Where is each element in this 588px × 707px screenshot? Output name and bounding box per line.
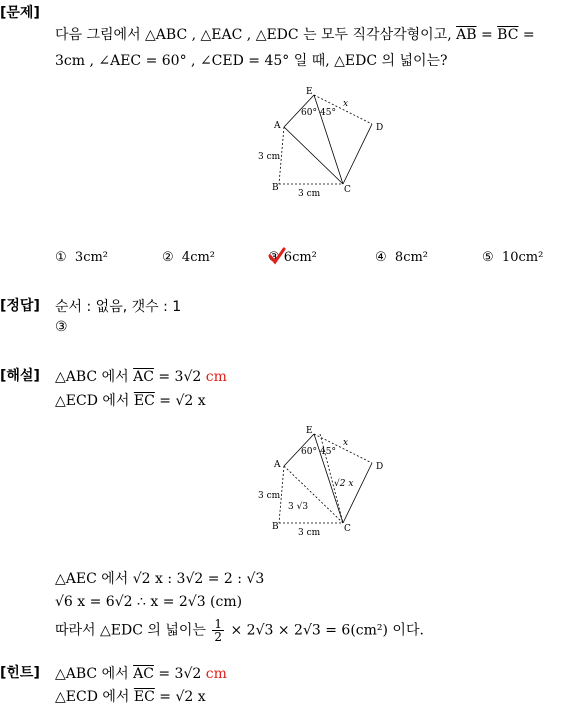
- vertex-a: A: [274, 460, 281, 470]
- problem-line-1: [55, 24, 535, 44]
- choice-1[interactable]: [55, 250, 108, 265]
- numerator: 1: [214, 617, 223, 631]
- label-side-3cm: 3 cm: [258, 152, 281, 162]
- choice-4[interactable]: [375, 250, 428, 265]
- explanation-line-5: [55, 618, 424, 643]
- vertex-b: B: [272, 522, 279, 532]
- answer-value: ③: [55, 319, 68, 335]
- edge-dc: [343, 124, 372, 184]
- angle-60: 60°: [301, 108, 317, 118]
- text: △ECD 에서: [55, 689, 134, 705]
- label-bottom-3cm: 3 cm: [298, 189, 321, 199]
- explanation-line-4: √6 x = 6√2 ∴ x = 2√3 (cm): [55, 594, 243, 610]
- unit-cm: cm: [205, 369, 227, 385]
- equals: =: [476, 27, 498, 43]
- vertex-c: C: [344, 524, 351, 534]
- problem-text: 다음 그림에서 △ABC , △EAC , △EDC 는 모두 직각삼각형이고,: [55, 27, 457, 43]
- explanation-label: [해설]: [0, 368, 40, 384]
- choice-number: ③: [268, 250, 280, 265]
- segment-bc: $\overline{BC}$: [497, 27, 519, 43]
- label-root2x: √2 x: [334, 479, 354, 489]
- vertex-d: D: [376, 123, 384, 133]
- choice-3[interactable]: [268, 250, 317, 265]
- vertex-c: C: [344, 185, 351, 195]
- segment-ac: $\overline{AC}$: [133, 666, 154, 682]
- choice-number: ②: [162, 250, 174, 265]
- text: = 3√2: [153, 369, 206, 385]
- choice-text: 8cm²: [394, 250, 429, 265]
- equals: =: [518, 27, 535, 43]
- angle-45: 45°: [320, 447, 336, 457]
- text: = 3√2: [153, 666, 206, 682]
- angle-60: 60°: [301, 447, 317, 457]
- hint-line-2: [55, 686, 206, 706]
- angle-45: 45°: [320, 108, 336, 118]
- choice-number: ⑤: [482, 250, 494, 265]
- label-bottom-3cm: 3 cm: [298, 528, 321, 538]
- choice-number-wrap: [268, 250, 280, 265]
- choice-text: 10cm²: [501, 250, 544, 265]
- choice-number: ①: [55, 250, 67, 265]
- answer-label: [정답]: [0, 298, 40, 314]
- choice-text: 4cm²: [181, 250, 216, 265]
- vertex-d: D: [376, 462, 384, 472]
- checkmark-icon: [268, 247, 286, 265]
- vertex-e: E: [306, 87, 313, 97]
- problem-figure: [248, 84, 388, 202]
- edge-ac: [284, 127, 343, 184]
- explanation-line-2: [55, 390, 206, 410]
- segment-ab: $\overline{AB}$: [456, 27, 477, 43]
- label-x: x: [343, 99, 349, 109]
- vertex-b: B: [272, 183, 279, 193]
- choice-text: 6cm²: [283, 250, 317, 265]
- vertex-a: A: [274, 121, 281, 131]
- label-side-3cm: 3 cm: [258, 491, 281, 501]
- choice-5[interactable]: [482, 250, 543, 265]
- segment-ec: $\overline{EC}$: [133, 689, 155, 705]
- answer-meta: 순서 : 없음, 갯수 : 1: [55, 299, 182, 315]
- choice-number: ④: [375, 250, 387, 265]
- segment-ec: $\overline{EC}$: [133, 393, 155, 409]
- text: = √2 x: [154, 689, 206, 705]
- problem-line-2: 3cm , ∠AEC = 60° , ∠CED = 45° 일 때, △EDC 의 넓이는?: [55, 53, 448, 69]
- choice-2[interactable]: [162, 250, 215, 265]
- text: × 2√3 × 2√3 = 6(cm²) 이다.: [226, 622, 424, 639]
- explanation-line-3: △AEC 에서 √2 x : 3√2 = 2 : √3: [55, 571, 265, 587]
- problem-label: [문제]: [0, 5, 40, 21]
- unit-cm: cm: [205, 666, 227, 682]
- hint-line-1: [55, 663, 227, 683]
- explanation-figure: [248, 423, 388, 541]
- text: △ABC 에서: [55, 369, 134, 385]
- text: △ECD 에서: [55, 393, 134, 409]
- text: 따라서 △EDC 의 넓이는: [55, 622, 211, 639]
- denominator: 2: [214, 630, 223, 644]
- text: = √2 x: [154, 393, 206, 409]
- vertex-e: E: [306, 426, 313, 436]
- choice-text: 3cm²: [74, 250, 109, 265]
- label-x: x: [343, 438, 349, 448]
- hint-label: [힌트]: [0, 665, 40, 681]
- text: △ABC 에서: [55, 666, 134, 682]
- fraction-half: [212, 618, 224, 643]
- segment-ac: $\overline{AC}$: [133, 369, 154, 385]
- explanation-line-1: [55, 366, 227, 386]
- label-3root3: 3 √3: [288, 502, 309, 512]
